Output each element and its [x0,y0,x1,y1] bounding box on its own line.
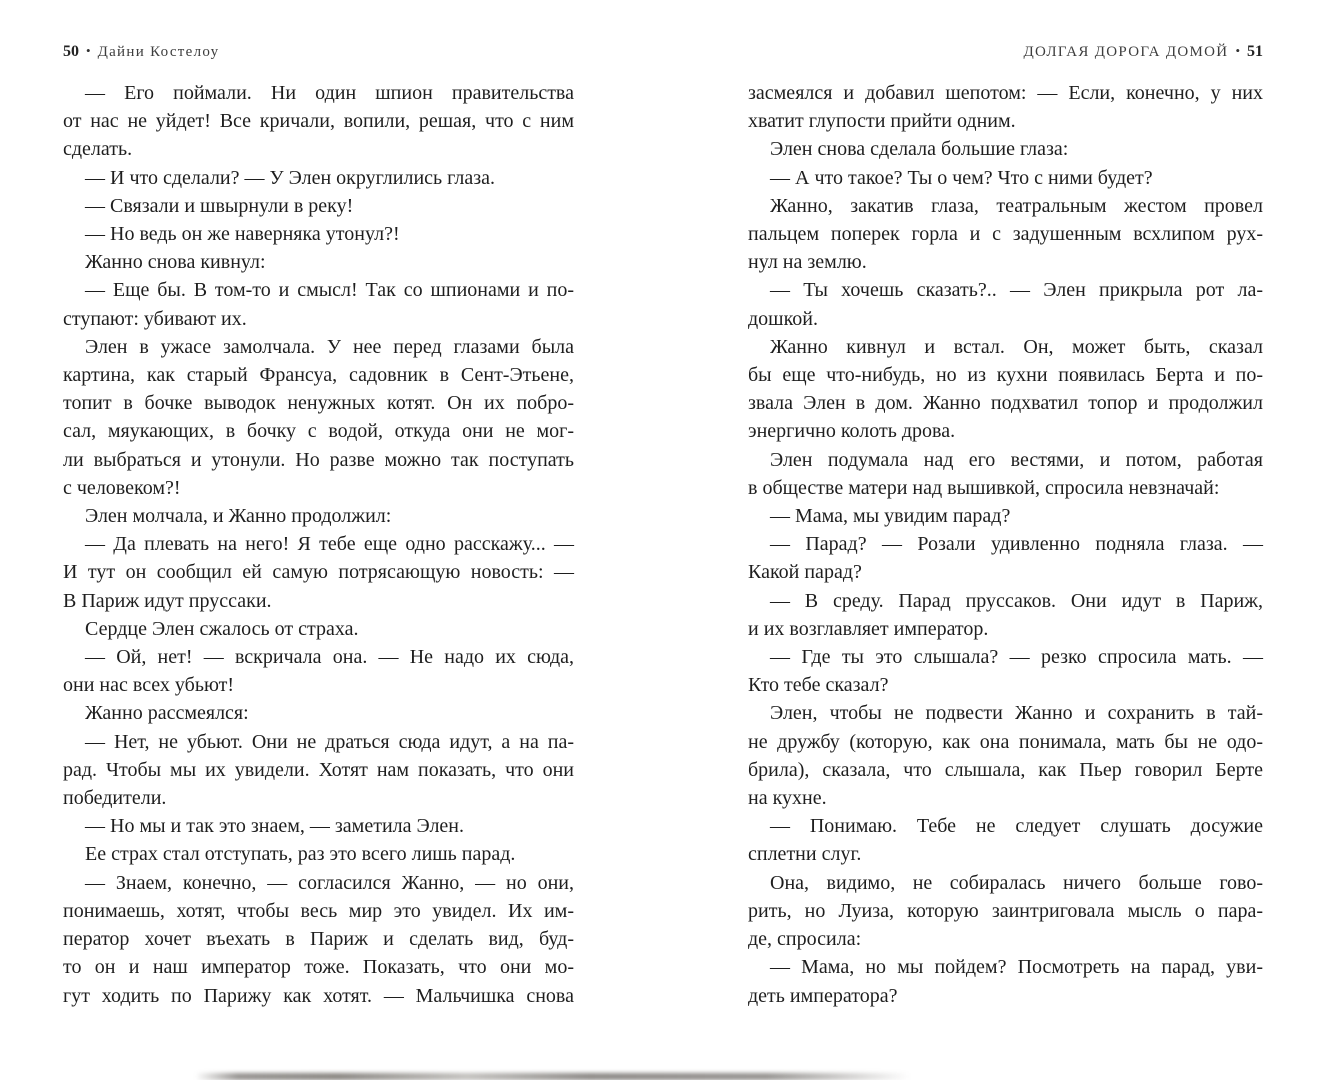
paragraph [748,699,1263,812]
paragraph [748,643,1263,699]
text-line: сал, мяукающих, в бочку с водой, откуда они не мог- [63,420,574,443]
paragraph [63,840,574,868]
text-line: пальцем поперек горла и с задушенным всхлипом рух- [748,223,1263,246]
text-line: засмеялся и добавил шепотом: — Если, конечно, у них [748,82,1263,104]
paragraph [63,333,574,502]
text-line: гут ходить по Парижу как хотят. — Мальчишка снова [63,984,574,1007]
text-line: Кто тебе сказал? [748,674,889,697]
text-line: — Где ты это слышала? — резко спросила мать. — [770,646,1263,669]
text-line: дошкой. [748,307,818,330]
text-line: — Ты хочешь сказать?.. — Элен прикрыла рот ла- [770,279,1263,302]
text-line: хватит глупости прийти одним. [748,110,1016,133]
paragraph [748,276,1263,332]
text-line: с человеком?! [63,476,181,499]
scan-artifact [195,1073,910,1080]
running-title-right: ДОЛГАЯ ДОРОГА ДОМОЙ [1023,44,1229,60]
text-line: — Его поймали. Ни один шпион правительства [85,82,574,104]
text-line: то он и наш император тоже. Показать, что они мо- [63,956,574,979]
text-line: и их возглавляет император. [748,617,989,640]
paragraph [748,446,1263,502]
text-line: Элен, чтобы не подвести Жанно и сохранить в тай- [770,702,1263,725]
page-right [748,42,1263,1010]
text-line: — Понимаю. Тебе не следует слушать досужие [770,815,1263,838]
text-line: Жанно снова кивнул: [85,251,266,274]
text-line: на кухне. [748,787,827,810]
text-line: — Нет, не убьют. Они не драться сюда идут, а на па- [85,730,574,753]
paragraph [63,79,574,164]
text-line: — Парад? — Розали удивленно подняла глаза. — [770,533,1263,556]
text-line: де, спросила: [748,928,862,951]
paragraph [748,812,1263,868]
text-line: топит в бочке выводок ненужных котят. Он их побро- [63,392,574,415]
text-line: — Еще бы. В том-то и смысл! Так со шпионами и по- [85,279,574,302]
paragraph [748,192,1263,277]
paragraph [748,587,1263,643]
text-line: сплетни слуг. [748,843,862,866]
paragraph [748,530,1263,586]
text-line: — Мама, мы увидим парад? [770,505,1011,528]
text-line: Она, видимо, не собиралась ничего больше гово- [770,871,1263,894]
paragraph [748,79,1263,135]
text-line: Элен в ужасе замолчала. У нее перед глазами была [85,335,574,358]
text-line: они нас всех убьют! [63,674,235,697]
text-line: рад. Чтобы мы их увидели. Хотят нам показать, что они [63,758,574,781]
paragraph [63,502,574,530]
text-line: деть императора? [748,984,898,1007]
text-line: от нас не уйдет! Все кричали, вопили, решая, что с ним [63,110,574,133]
text-line: ступают: убивают их. [63,307,247,330]
text-line: нул на землю. [748,251,867,274]
paragraph [63,615,574,643]
text-line: сделать. [63,138,133,161]
text-line: в обществе матери над вышивкой, спросила невзначай: [748,476,1220,499]
text-line: бы еще что-нибудь, но из кухни появилась Берта и по- [748,364,1263,387]
text-line: Элен подумала над его вестями, и потом, работая [770,448,1263,471]
text-line: — Мама, но мы пойдем? Посмотреть на парад, уви- [770,956,1263,979]
text-line: энергично колоть дрова. [748,420,956,443]
page-body-left [63,79,574,1010]
paragraph [748,502,1263,530]
text-line: — А что такое? Ты о чем? Что с ними будет? [770,166,1153,189]
text-line: ли выбраться и утонули. Но разве можно так поступать [63,448,574,471]
text-line: понимаешь, хотят, чтобы весь мир это увидел. Их им- [63,899,574,922]
running-title-left: Дайни Костелоу [97,44,220,60]
text-line: — Но мы и так это знаем, — заметила Элен. [85,815,465,838]
paragraph [63,220,574,248]
text-line: — В среду. Парад пруссаков. Они идут в Париж, [770,589,1263,612]
paragraph [63,164,574,192]
page-left [63,42,574,1010]
paragraph [748,333,1263,446]
text-line: ператор хочет въехать в Париж и сделать вид, буд- [63,928,574,951]
text-line: Ее страх стал отступать, раз это всего лишь парад. [85,843,516,866]
page-body-right [748,79,1263,1010]
paragraph [63,248,574,276]
text-line: Жанно рассмеялся: [85,702,249,725]
paragraph [748,869,1263,954]
text-line: — Да плевать на него! Я тебе еще одно расскажу... — [85,533,574,556]
paragraph [63,643,574,699]
paragraph [63,699,574,727]
text-line: картина, как старый Франсуа, садовник в Сент-Этьене, [63,364,574,387]
text-line: Сердце Элен сжалось от страха. [85,617,359,640]
header-separator-left: • [86,43,91,58]
text-line: — И что сделали? — У Элен округлились глаза. [85,166,495,189]
paragraph [63,869,574,1010]
paragraph [63,812,574,840]
text-line: брила), сказала, что слышала, как Пьер говорил Берте [748,758,1263,781]
text-line: звала Элен в дом. Жанно подхватил топор и продолжил [748,392,1263,415]
paragraph [63,276,574,332]
text-line: Элен молчала, и Жанно продолжил: [85,505,392,528]
text-line: — Знаем, конечно, — согласился Жанно, — но они, [85,871,574,894]
text-line: — Связали и швырнули в реку! [85,194,354,217]
paragraph [748,953,1263,1009]
text-line: Жанно, закатив глаза, театральным жестом провел [770,194,1263,217]
page-header-left [63,42,574,61]
text-line: — Но ведь он же наверняка утонул?! [85,223,400,246]
text-line: Какой парад? [748,561,862,584]
paragraph [748,135,1263,163]
text-line: Жанно кивнул и встал. Он, может быть, сказал [770,335,1263,358]
text-line: Элен снова сделала большие глаза: [770,138,1069,161]
text-line: не дружбу (которую, как она понимала, мать бы не одо- [748,730,1263,753]
text-line: И тут он сообщил ей самую потрясающую новость: — [63,561,574,584]
text-line: рить, но Луиза, которую заинтриговала мысль о пара- [748,899,1263,922]
paragraph [63,530,574,615]
text-line: — Ой, нет! — вскричала она. — Не надо их сюда, [85,646,574,669]
header-separator-right: • [1235,43,1240,58]
text-line: В Париж идут пруссаки. [63,589,272,612]
page-header-right [748,42,1263,61]
paragraph [63,192,574,220]
text-line: победители. [63,787,167,810]
page-number-right: 51 [1247,43,1263,60]
paragraph [63,728,574,813]
paragraph [748,164,1263,192]
page-number-left: 50 [63,43,79,60]
